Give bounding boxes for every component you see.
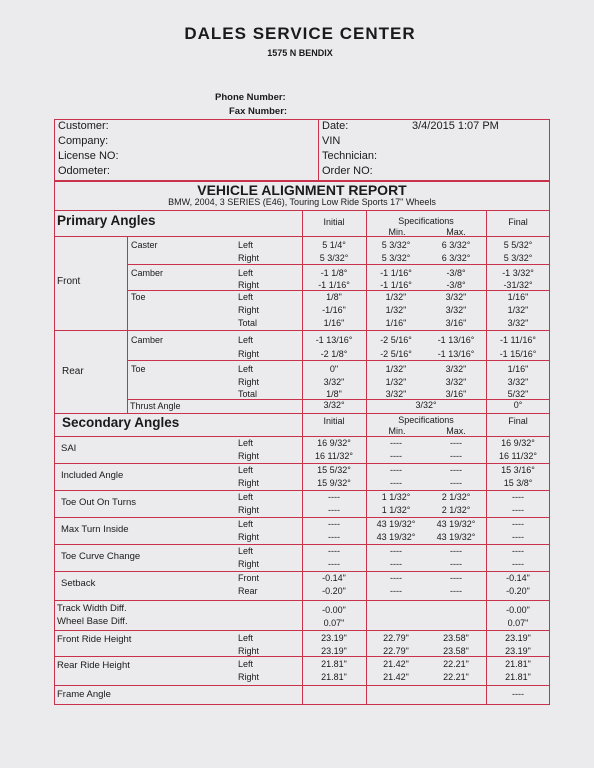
side-label: Right	[238, 478, 260, 488]
front-label: Front	[57, 276, 81, 287]
report-title: VEHICLE ALIGNMENT REPORT	[197, 182, 407, 198]
spec-max-value: ----	[450, 586, 462, 596]
final-value: 23.19"	[505, 646, 531, 656]
table-rule	[127, 290, 550, 291]
final-value: 16 9/32°	[501, 438, 535, 448]
side-label: Left	[238, 519, 254, 529]
secondary-max-header: Max.	[446, 426, 466, 436]
initial-value: ----	[328, 519, 340, 529]
side-label: Total	[238, 389, 258, 399]
table-rule	[54, 571, 550, 572]
side-label: Rear	[238, 586, 258, 596]
final-value: 5 5/32°	[503, 240, 533, 250]
table-rule	[54, 685, 550, 686]
side-label: Right	[238, 377, 260, 387]
spec-min-value: 22.79"	[383, 633, 409, 643]
initial-value: 15 5/32°	[317, 465, 351, 475]
thrust-initial: 3/32°	[323, 400, 345, 410]
primary-initial-header: Initial	[323, 217, 345, 227]
angle-name: Caster	[131, 240, 158, 250]
track-width-initial: -0.00"	[322, 605, 346, 615]
secondary-min-header: Min.	[388, 426, 406, 436]
initial-value: ----	[328, 492, 340, 502]
ride-height-name: Rear Ride Height	[57, 660, 130, 671]
fax-label: Fax Number:	[229, 106, 288, 117]
final-value: 3/32"	[507, 377, 529, 387]
final-value: 21.81"	[505, 672, 531, 682]
table-rule	[54, 600, 550, 601]
initial-value: 1/8"	[326, 389, 342, 399]
primary-angles-title: Primary Angles	[57, 213, 156, 228]
spec-min-value: ----	[390, 546, 402, 556]
spec-max-value: ----	[450, 438, 462, 448]
wheel-base-initial: 0.07"	[323, 618, 345, 628]
spec-min-value: 5 3/32°	[381, 240, 411, 250]
initial-value: 1/16"	[323, 318, 345, 328]
final-value: ----	[512, 559, 524, 569]
spec-max-value: 2 1/32°	[441, 492, 471, 502]
spec-max-value: 3/16"	[445, 389, 467, 399]
side-label: Left	[238, 546, 254, 556]
spec-max-value: -1 13/16°	[437, 335, 475, 345]
secondary-angle-name: Max Turn Inside	[61, 524, 129, 535]
spec-max-value: 3/16"	[445, 318, 467, 328]
primary-final-header: Final	[508, 217, 528, 227]
spec-min-value: 21.42"	[383, 659, 409, 669]
side-label: Right	[238, 349, 260, 359]
spec-min-value: -2 5/16°	[380, 335, 412, 345]
side-label: Left	[238, 268, 254, 278]
spec-min-value: 5 3/32°	[381, 253, 411, 263]
initial-value: 16 11/32°	[315, 451, 353, 461]
spec-max-value: 43 19/32°	[436, 519, 476, 529]
side-label: Left	[238, 659, 254, 669]
angle-name: Toe	[131, 292, 146, 302]
secondary-angle-name: Setback	[61, 578, 96, 589]
final-value: ----	[512, 519, 524, 529]
side-label: Right	[238, 646, 260, 656]
table-rule	[54, 517, 550, 518]
initial-value: 1/8"	[326, 292, 342, 302]
phone-label: Phone Number:	[215, 92, 286, 103]
table-rule	[54, 656, 550, 657]
final-value: 3/32"	[507, 318, 529, 328]
final-value: -1 3/32°	[502, 268, 534, 278]
table-rule	[54, 630, 550, 631]
spec-min-value: -1 1/16°	[380, 280, 412, 290]
spec-max-value: 3/32"	[445, 364, 467, 374]
spec-min-value: ----	[390, 559, 402, 569]
order-label: Order NO:	[322, 165, 373, 177]
spec-max-value: -3/8°	[446, 268, 466, 278]
spec-max-value: 43 19/32°	[436, 532, 476, 542]
spec-max-value: 22.21"	[443, 672, 469, 682]
spec-min-value: 1 1/32°	[381, 505, 411, 515]
initial-value: -1 1/16°	[318, 280, 350, 290]
side-label: Right	[238, 280, 260, 290]
frame-angle-label: Frame Angle	[57, 689, 111, 700]
rear-label: Rear	[62, 366, 84, 377]
initial-value: 5 3/32°	[319, 253, 349, 263]
final-value: -1 15/16°	[499, 349, 537, 359]
spec-max-value: 3/32"	[445, 377, 467, 387]
vin-label: VIN	[322, 135, 341, 147]
initial-value: 23.19"	[321, 646, 347, 656]
initial-value: ----	[328, 505, 340, 515]
shop-name: DALES SERVICE CENTER	[184, 24, 416, 43]
thrust-final: 0°	[513, 400, 523, 410]
spec-max-value: ----	[450, 559, 462, 569]
secondary-final-header: Final	[508, 416, 528, 426]
spec-max-value: ----	[450, 451, 462, 461]
initial-value: -0.14"	[322, 573, 346, 583]
side-label: Front	[238, 573, 260, 583]
spec-min-value: -2 5/16°	[380, 349, 412, 359]
initial-value: 0"	[329, 364, 339, 374]
final-value: -31/32°	[503, 280, 533, 290]
spec-min-value: 21.42"	[383, 672, 409, 682]
side-label: Left	[238, 240, 254, 250]
angle-name: Camber	[131, 268, 164, 278]
final-value: -1 11/16°	[500, 335, 536, 345]
final-value: 23.19"	[505, 633, 531, 643]
spec-min-value: ----	[390, 451, 402, 461]
spec-max-value: 3/32"	[445, 305, 467, 315]
spec-max-value: 2 1/32°	[441, 505, 471, 515]
shop-address: 1575 N BENDIX	[267, 48, 333, 58]
side-label: Left	[238, 438, 254, 448]
final-value: ----	[512, 532, 524, 542]
spec-max-value: -1 13/16°	[437, 349, 475, 359]
side-label: Total	[238, 318, 258, 328]
secondary-angle-name: SAI	[61, 443, 77, 454]
spec-max-value: ----	[450, 573, 462, 583]
final-value: 15 3/16°	[501, 465, 535, 475]
angle-name: Toe	[131, 364, 146, 374]
spec-min-value: ----	[390, 478, 402, 488]
spec-max-value: ----	[450, 465, 462, 475]
final-value: 16 11/32°	[499, 451, 537, 461]
spec-min-value: 1/32"	[385, 305, 407, 315]
final-value: 1/16"	[507, 292, 529, 302]
spec-min-value: 43 19/32°	[376, 532, 416, 542]
primary-specs-header: Specifications	[398, 216, 454, 226]
frame-angle-final: ----	[512, 689, 524, 699]
side-label: Right	[238, 559, 260, 569]
spec-min-value: ----	[390, 573, 402, 583]
technician-label: Technician:	[322, 150, 378, 162]
spec-max-value: 6 3/32°	[441, 240, 471, 250]
spec-min-value: 1/32"	[385, 292, 407, 302]
date-value: 3/4/2015 1:07 PM	[412, 120, 499, 132]
spec-min-value: -1 1/16°	[380, 268, 412, 278]
secondary-angles-title: Secondary Angles	[62, 415, 180, 430]
side-label: Right	[238, 672, 260, 682]
final-value: -0.20"	[506, 586, 530, 596]
spec-max-value: 3/32"	[445, 292, 467, 302]
spec-min-value: 43 19/32°	[376, 519, 416, 529]
spec-min-value: 1 1/32°	[381, 492, 411, 502]
thrust-spec: 3/32°	[415, 400, 437, 410]
final-value: 1/16"	[507, 364, 529, 374]
initial-value: 15 9/32°	[317, 478, 351, 488]
initial-value: -2 1/8°	[320, 349, 348, 359]
spec-max-value: ----	[450, 478, 462, 488]
table-rule	[127, 360, 550, 361]
final-value: -0.14"	[506, 573, 530, 583]
secondary-angle-name: Toe Curve Change	[61, 551, 141, 562]
table-rule	[54, 436, 550, 437]
thrust-angle-label: Thrust Angle	[130, 401, 181, 411]
final-value: 5 3/32°	[503, 253, 533, 263]
secondary-angle-name: Included Angle	[61, 470, 124, 481]
table-rule	[54, 544, 550, 545]
track-width-label: Track Width Diff.	[57, 603, 127, 614]
initial-value: ----	[328, 532, 340, 542]
spec-max-value: 23.58"	[443, 633, 469, 643]
ride-height-name: Front Ride Height	[57, 634, 132, 645]
side-label: Right	[238, 505, 260, 515]
initial-value: ----	[328, 546, 340, 556]
secondary-specs-header: Specifications	[398, 415, 454, 425]
date-label: Date:	[322, 120, 349, 132]
spec-max-value: 6 3/32°	[441, 253, 471, 263]
side-label: Right	[238, 451, 260, 461]
initial-value: 21.81"	[321, 672, 347, 682]
table-rule	[127, 236, 128, 413]
initial-value: -1 1/8°	[320, 268, 348, 278]
side-label: Left	[238, 465, 254, 475]
side-label: Left	[238, 335, 254, 345]
side-label: Left	[238, 364, 254, 374]
initial-value: 5 1/4°	[322, 240, 346, 250]
spec-max-value: ----	[450, 546, 462, 556]
initial-value: 16 9/32°	[317, 438, 351, 448]
spec-min-value: 1/16"	[385, 318, 407, 328]
side-label: Left	[238, 292, 254, 302]
primary-min-header: Min.	[388, 227, 406, 237]
spec-min-value: ----	[390, 438, 402, 448]
final-value: 21.81"	[505, 659, 531, 669]
company-label: Company:	[58, 135, 109, 147]
final-value: ----	[512, 546, 524, 556]
spec-max-value: 22.21"	[443, 659, 469, 669]
initial-value: -0.20"	[322, 586, 346, 596]
customer-label: Customer:	[58, 120, 109, 132]
track-width-final: -0.00"	[506, 605, 530, 615]
spec-min-value: 1/32"	[385, 377, 407, 387]
spec-min-value: 1/32"	[385, 364, 407, 374]
final-value: 5/32"	[507, 389, 529, 399]
spec-min-value: ----	[390, 586, 402, 596]
wheel-base-label: Wheel Base Diff.	[57, 616, 128, 627]
wheel-base-final: 0.07"	[507, 618, 529, 628]
primary-max-header: Max.	[446, 227, 466, 237]
initial-value: 23.19"	[321, 633, 347, 643]
final-value: ----	[512, 492, 524, 502]
table-rule	[54, 463, 550, 464]
side-label: Right	[238, 305, 260, 315]
spec-min-value: ----	[390, 465, 402, 475]
angle-name: Camber	[131, 335, 164, 345]
side-label: Right	[238, 532, 260, 542]
initial-value: ----	[328, 559, 340, 569]
final-value: 1/32"	[507, 305, 529, 315]
side-label: Left	[238, 633, 254, 643]
secondary-angle-name: Toe Out On Turns	[61, 497, 136, 508]
vehicle-description: BMW, 2004, 3 SERIES (E46), Touring Low Ride Sports 17" Wheels	[168, 197, 436, 207]
final-value: ----	[512, 505, 524, 515]
table-rule	[54, 330, 550, 331]
final-value: 15 3/8°	[503, 478, 533, 488]
license-label: License NO:	[58, 150, 119, 162]
spec-min-value: 22.79"	[383, 646, 409, 656]
table-rule	[54, 490, 550, 491]
initial-value: 21.81"	[321, 659, 347, 669]
odometer-label: Odometer:	[58, 165, 110, 177]
secondary-initial-header: Initial	[323, 416, 345, 426]
spec-max-value: -3/8°	[446, 280, 466, 290]
spec-max-value: 23.58"	[443, 646, 469, 656]
initial-value: 3/32"	[323, 377, 345, 387]
side-label: Right	[238, 253, 260, 263]
side-label: Left	[238, 492, 254, 502]
initial-value: -1 13/16°	[315, 335, 353, 345]
initial-value: -1/16"	[322, 305, 346, 315]
spec-min-value: 3/32"	[385, 389, 407, 399]
table-rule	[127, 264, 550, 265]
